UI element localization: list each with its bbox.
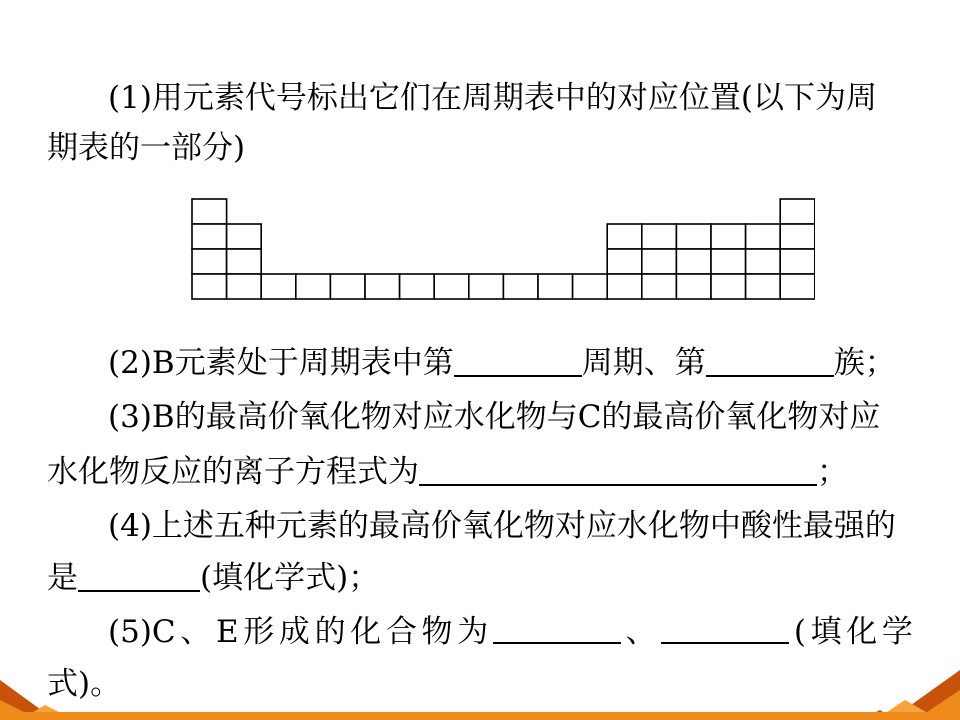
footer-accent-bar (0, 712, 960, 720)
table-cell[interactable] (573, 274, 608, 299)
table-cell[interactable] (227, 224, 262, 249)
table-cell[interactable] (746, 224, 781, 249)
answer-blank-period[interactable] (454, 345, 582, 377)
q5-text-part: 的 (314, 614, 346, 650)
table-cell[interactable] (780, 199, 815, 224)
q5-text-part: 形 (243, 614, 275, 650)
q5-text-cont: 式)。 (47, 666, 122, 702)
q1-line1 (108, 78, 877, 118)
table-cell[interactable] (642, 249, 677, 274)
table-cell[interactable] (642, 274, 677, 299)
q4-line2 (47, 558, 379, 598)
table-cell[interactable] (296, 274, 331, 299)
answer-blank-compound[interactable] (661, 612, 789, 644)
table-cell[interactable] (676, 224, 711, 249)
q5-text-part: 、 (625, 614, 657, 650)
q5-text-part: 成 (278, 614, 310, 650)
q5-text-part: 填 (810, 614, 842, 650)
q1-text-cont: 期表的一部分) (47, 130, 246, 166)
q1-line2 (47, 128, 245, 168)
corner-decoration-right (820, 660, 960, 720)
q5-text-part: 合 (385, 614, 417, 650)
table-cell[interactable] (746, 274, 781, 299)
table-cell[interactable] (227, 249, 262, 274)
table-cell[interactable] (711, 274, 746, 299)
q3-line2 (47, 452, 848, 492)
q5-text-part: 物 (421, 614, 453, 650)
q2-text-suffix: 族； (833, 345, 896, 381)
q4-text-prefix: 是 (47, 560, 78, 596)
table-cell[interactable] (538, 274, 573, 299)
table-cell[interactable] (780, 249, 815, 274)
q2-line (108, 343, 896, 383)
q5-text-part: 学 (881, 614, 913, 650)
table-cell[interactable] (434, 274, 469, 299)
table-cell[interactable] (261, 274, 296, 299)
periodic-table-fragment (190, 196, 815, 302)
table-cell[interactable] (711, 249, 746, 274)
answer-blank-ionic-equation[interactable] (419, 454, 817, 486)
q5-text-part: 、 (180, 614, 212, 650)
table-cell[interactable] (607, 274, 642, 299)
q3-text-suffix: ； (817, 454, 848, 490)
q5-line1 (108, 612, 913, 652)
table-cell[interactable] (192, 199, 227, 224)
answer-blank-strongest-acid[interactable] (78, 560, 200, 592)
table-cell[interactable] (365, 274, 400, 299)
table-cell[interactable] (192, 274, 227, 299)
q1-text: (1)用元素代号标出它们在周期表中的对应位置(以下为周 (108, 80, 878, 116)
q5-text-part: ( (793, 614, 806, 650)
q3-line1 (108, 397, 880, 437)
table-cell[interactable] (192, 224, 227, 249)
table-cell[interactable] (330, 274, 365, 299)
table-cell[interactable] (746, 249, 781, 274)
q5-text-part: 化 (846, 614, 878, 650)
answer-blank-compound[interactable] (493, 612, 621, 644)
q5-text-part: 化 (350, 614, 382, 650)
table-cell[interactable] (192, 249, 227, 274)
q4-text-suffix: (填化学式)； (200, 560, 380, 596)
table-cell[interactable] (607, 249, 642, 274)
q3-text-prefix: 水化物反应的离子方程式为 (47, 454, 419, 490)
q2-text-middle: 周期、第 (581, 345, 706, 381)
q2-text-prefix: (2)B元素处于周期表中第 (108, 345, 454, 381)
q5-text-part: (5)C (108, 614, 176, 650)
q4-line1 (108, 506, 896, 546)
table-cell[interactable] (780, 224, 815, 249)
table-cell[interactable] (711, 224, 746, 249)
table-cell[interactable] (676, 274, 711, 299)
table-cell[interactable] (503, 274, 538, 299)
answer-blank-group[interactable] (706, 345, 834, 377)
table-cell[interactable] (676, 249, 711, 274)
corner-decoration-left (0, 660, 110, 720)
q5-text-part: 为 (457, 614, 489, 650)
table-cell[interactable] (400, 274, 435, 299)
table-cell[interactable] (642, 224, 677, 249)
q4-text: (4)上述五种元素的最高价氧化物对应水化物中酸性最强的 (108, 508, 896, 544)
table-cell[interactable] (607, 224, 642, 249)
table-cell[interactable] (469, 274, 504, 299)
table-cell[interactable] (780, 274, 815, 299)
q5-text-part: E (215, 614, 239, 650)
table-cell[interactable] (227, 274, 262, 299)
q3-text: (3)B的最高价氧化物对应水化物与C的最高价氧化物对应 (108, 399, 881, 435)
